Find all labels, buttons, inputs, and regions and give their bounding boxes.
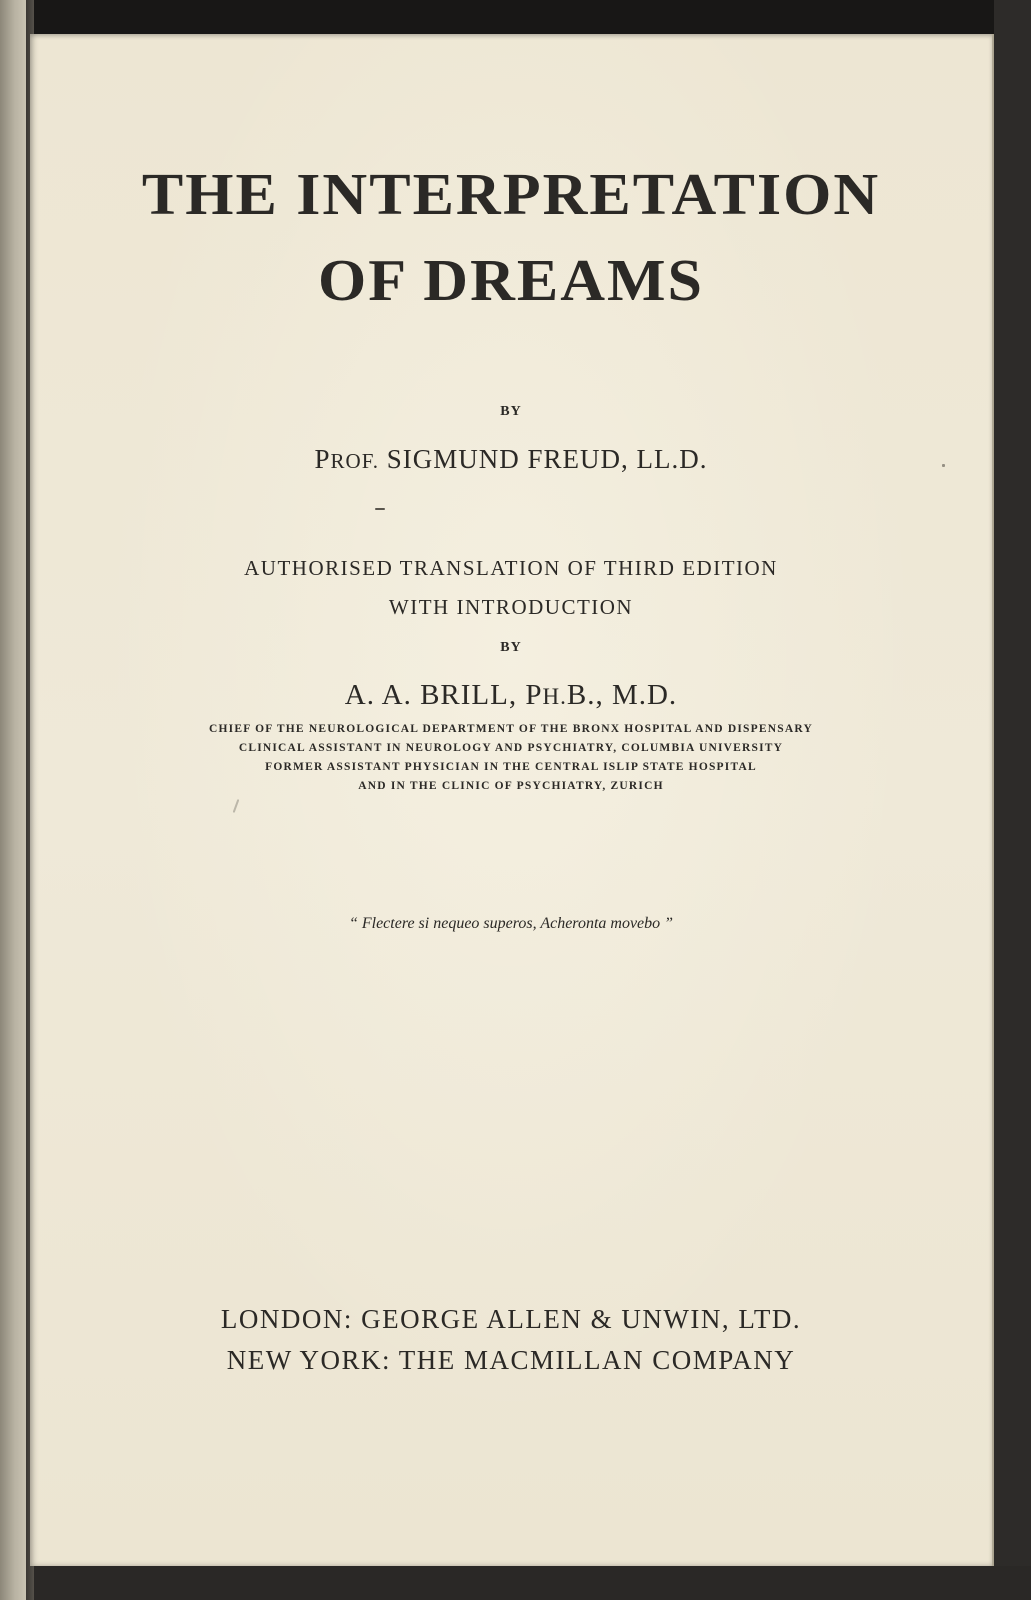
translation-line-2: WITH INTRODUCTION bbox=[388, 595, 634, 619]
author-name: SIGMUND FREUD, LL.D. bbox=[386, 444, 708, 474]
author-prefix: P bbox=[314, 444, 331, 474]
credential-line-2: CLINICAL ASSISTANT IN NEUROLOGY AND PSYCHIATRY, COLUMBIA UNIVERSITY bbox=[238, 742, 784, 754]
translator-name-part1: A. A. BRILL, P bbox=[344, 679, 543, 711]
paper-fleck bbox=[942, 464, 945, 467]
paper-fleck bbox=[233, 799, 240, 813]
credential-line-4: AND IN THE CLINIC OF PSYCHIATRY, ZURICH bbox=[358, 780, 664, 792]
title-page bbox=[30, 34, 992, 1566]
translator-by-label: BY bbox=[500, 640, 522, 655]
publisher-line-1: LONDON: GEORGE ALLEN & UNWIN, LTD. bbox=[220, 1304, 802, 1334]
credential-line-1: CHIEF OF THE NEUROLOGICAL DEPARTMENT OF THE BRONX HOSPITAL AND DISPENSARY bbox=[209, 723, 813, 735]
background-bottom bbox=[0, 1566, 1031, 1600]
translator-line bbox=[30, 679, 992, 712]
by-label: BY bbox=[500, 404, 522, 419]
author-prefix-smallcaps: ROF. bbox=[330, 449, 379, 473]
publisher-line-2: NEW YORK: THE MACMILLAN COMPANY bbox=[226, 1345, 796, 1375]
translator-name-smallcaps: H. bbox=[542, 684, 567, 709]
book-title-line-1: THE INTERPRETATION bbox=[141, 162, 881, 228]
epigraph-motto: “ Flectere si nequeo superos, Acheronta movebo ” bbox=[348, 915, 674, 932]
book-title-line-2: OF DREAMS bbox=[318, 248, 704, 314]
translator-name-part2: B., M.D. bbox=[566, 679, 678, 711]
translation-line-1: AUTHORISED TRANSLATION OF THIRD EDITION bbox=[244, 556, 778, 580]
author-line bbox=[30, 444, 992, 475]
background-right bbox=[994, 0, 1031, 1600]
credential-line-3: FORMER ASSISTANT PHYSICIAN IN THE CENTRAL ISLIP STATE HOSPITAL bbox=[265, 761, 757, 773]
paper-fleck bbox=[375, 508, 385, 510]
